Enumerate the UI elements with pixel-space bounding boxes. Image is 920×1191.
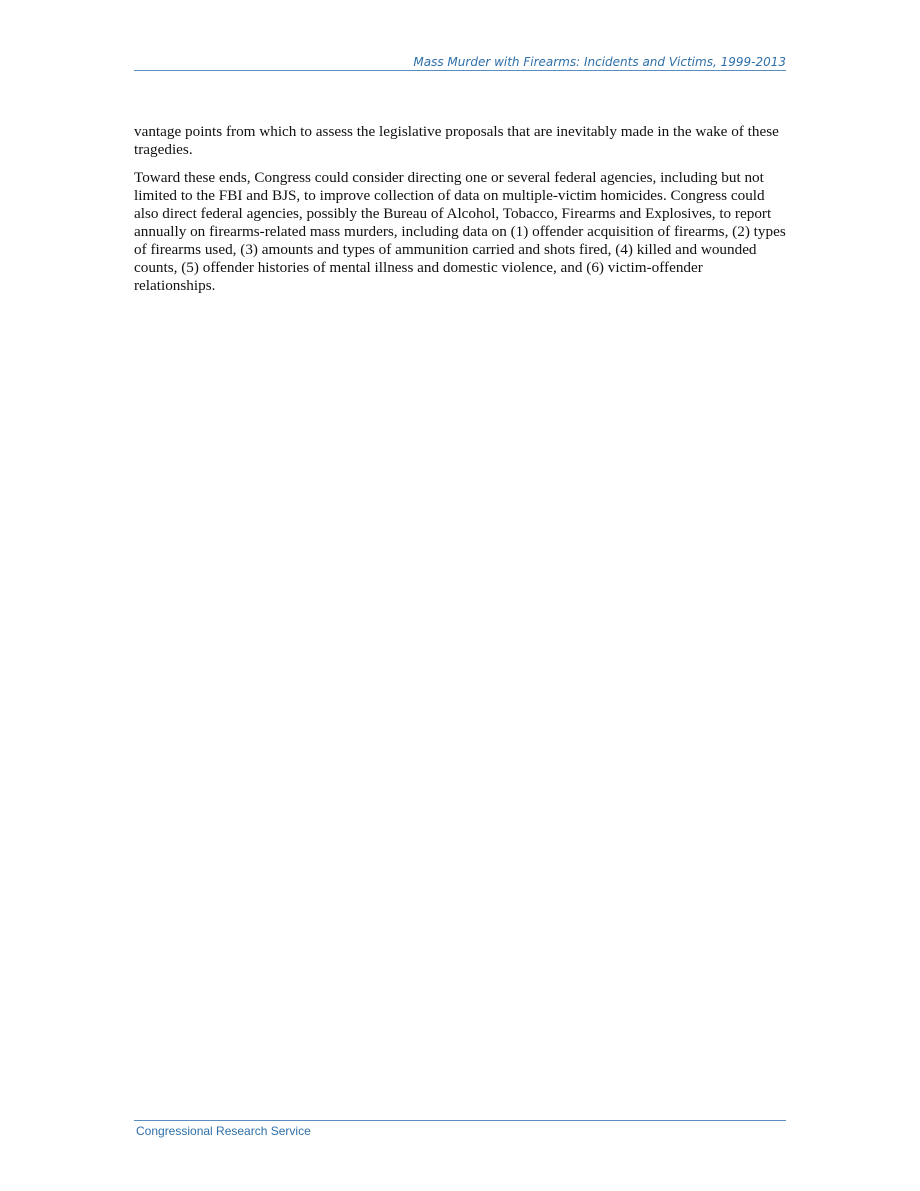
- body-text: [134, 123, 786, 305]
- header-divider: [134, 70, 786, 71]
- footer-divider: [134, 1120, 786, 1121]
- paragraph-2: Toward these ends, Congress could consider directing one or several federal agencies, including but not limited to the FBI and BJS, to improve collection of data on multiple-victim homicides. Congress could also direct federal agencies, possibly the Bureau of Alcohol, Tobacco, Firearms and Explosives, to report annually on firearms-related mass murders, including data on (1) offender acquisition of firearms, (2) types of firearms used, (3) amounts and types of ammunition carried and shots fired, (4) killed and wounded counts, (5) offender histories of mental illness and domestic violence, and (6) victim-offender relationships.: [134, 169, 786, 294]
- footer-organization: Congressional Research Service: [136, 1124, 311, 1138]
- paragraph-1: vantage points from which to assess the legislative proposals that are inevitably made in the wake of these tragedies.: [134, 123, 779, 158]
- running-header-title: Mass Murder with Firearms: Incidents and Victims, 1999-2013: [413, 55, 786, 69]
